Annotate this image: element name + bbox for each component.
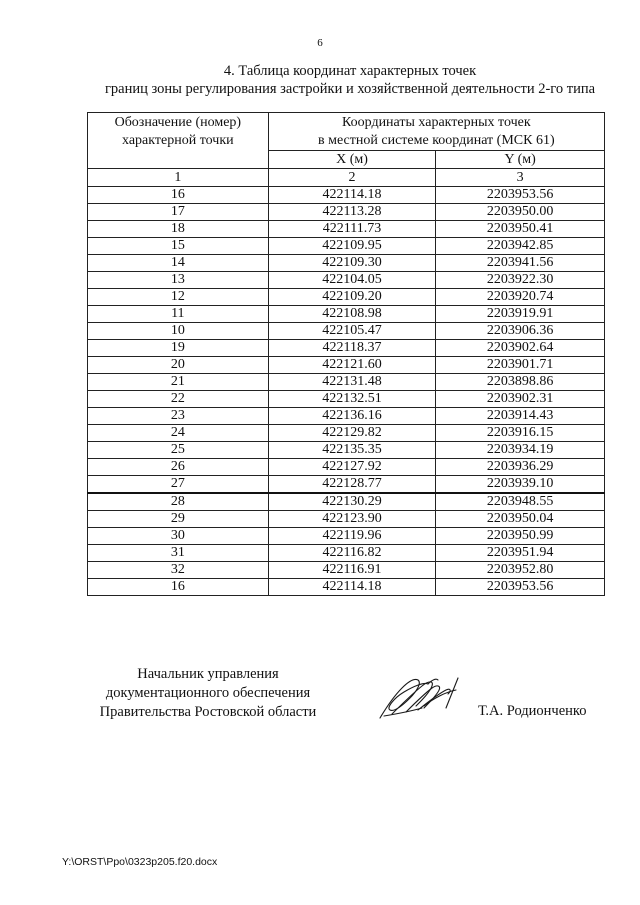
x-coordinate-cell: 422118.37 [268, 340, 436, 357]
point-number-cell: 19 [88, 340, 269, 357]
point-number-cell: 20 [88, 357, 269, 374]
x-coordinate-cell: 422136.16 [268, 408, 436, 425]
x-coordinate-cell: 422116.82 [268, 545, 436, 562]
point-number-cell: 25 [88, 442, 269, 459]
y-coordinate-cell: 2203939.10 [436, 476, 605, 494]
title-line-1: 4. Таблица координат характерных точек [223, 63, 477, 79]
x-coordinate-cell: 422119.96 [268, 528, 436, 545]
y-coordinate-cell: 2203936.29 [436, 459, 605, 476]
y-coordinate-cell: 2203952.80 [436, 562, 605, 579]
signatory-name: Т.А. Родионченко [478, 703, 587, 719]
y-coordinate-cell: 2203922.30 [436, 272, 605, 289]
x-coordinate-cell: 422111.73 [268, 221, 436, 238]
x-coordinate-cell: 422132.51 [268, 391, 436, 408]
point-number-cell: 32 [88, 562, 269, 579]
handwritten-signature [372, 668, 472, 730]
x-coordinate-cell: 422104.05 [268, 272, 436, 289]
x-coordinate-cell: 422113.28 [268, 204, 436, 221]
y-coordinate-cell: 2203914.43 [436, 408, 605, 425]
x-coordinate-cell: 422127.92 [268, 459, 436, 476]
table-row [88, 306, 605, 323]
y-coordinate-cell: 2203902.31 [436, 391, 605, 408]
table-row [88, 442, 605, 459]
table-row [88, 408, 605, 425]
column-number-row [88, 169, 605, 187]
table-row [88, 579, 605, 596]
table-row [88, 425, 605, 442]
y-coordinate-cell: 2203953.56 [436, 187, 605, 204]
y-coordinate-cell: 2203919.91 [436, 306, 605, 323]
point-number-cell: 10 [88, 323, 269, 340]
point-number-cell: 17 [88, 204, 269, 221]
document-title [60, 62, 640, 98]
y-coordinate-cell: 2203953.56 [436, 579, 605, 596]
point-number-cell: 23 [88, 408, 269, 425]
table-row [88, 528, 605, 545]
header-x: X (м) [268, 151, 436, 169]
x-coordinate-cell: 422108.98 [268, 306, 436, 323]
point-number-cell: 16 [88, 187, 269, 204]
table-header-row [88, 113, 605, 151]
point-number-cell: 22 [88, 391, 269, 408]
column-number-1: 1 [88, 169, 269, 187]
position-line-1: Начальник управления [137, 666, 279, 682]
y-coordinate-cell: 2203916.15 [436, 425, 605, 442]
table-row [88, 391, 605, 408]
header-coords-line-2: в местной системе координат (МСК 61) [318, 133, 555, 148]
y-coordinate-cell: 2203906.36 [436, 323, 605, 340]
point-number-cell: 29 [88, 511, 269, 528]
point-number-cell: 16 [88, 579, 269, 596]
point-number-cell: 26 [88, 459, 269, 476]
y-coordinate-cell: 2203902.64 [436, 340, 605, 357]
x-coordinate-cell: 422109.30 [268, 255, 436, 272]
header-point-line-2: характерной точки [122, 133, 234, 148]
y-coordinate-cell: 2203934.19 [436, 442, 605, 459]
y-coordinate-cell: 2203951.94 [436, 545, 605, 562]
x-coordinate-cell: 422114.18 [268, 187, 436, 204]
point-number-cell: 30 [88, 528, 269, 545]
point-number-cell: 27 [88, 476, 269, 494]
x-coordinate-cell: 422114.18 [268, 579, 436, 596]
table-row [88, 289, 605, 306]
table-row [88, 272, 605, 289]
point-number-cell: 13 [88, 272, 269, 289]
table-row [88, 323, 605, 340]
x-coordinate-cell: 422129.82 [268, 425, 436, 442]
table-row [88, 255, 605, 272]
x-coordinate-cell: 422123.90 [268, 511, 436, 528]
y-coordinate-cell: 2203920.74 [436, 289, 605, 306]
table-row [88, 374, 605, 391]
position-line-3: Правительства Ростовской области [99, 704, 317, 720]
x-coordinate-cell: 422131.48 [268, 374, 436, 391]
y-coordinate-cell: 2203941.56 [436, 255, 605, 272]
title-line-2: границ зоны регулирования застройки и хозяйственной деятельности 2-го типа [104, 81, 596, 97]
point-number-cell: 15 [88, 238, 269, 255]
x-coordinate-cell: 422128.77 [268, 476, 436, 494]
table-row [88, 459, 605, 476]
y-coordinate-cell: 2203950.00 [436, 204, 605, 221]
y-coordinate-cell: 2203950.41 [436, 221, 605, 238]
x-coordinate-cell: 422130.29 [268, 493, 436, 511]
table-row [88, 545, 605, 562]
table-row [88, 357, 605, 374]
header-point-line-1: Обозначение (номер) [114, 115, 242, 130]
point-number-cell: 24 [88, 425, 269, 442]
table-row [88, 221, 605, 238]
y-coordinate-cell: 2203948.55 [436, 493, 605, 511]
x-coordinate-cell: 422121.60 [268, 357, 436, 374]
x-coordinate-cell: 422135.35 [268, 442, 436, 459]
signatory-position [88, 665, 328, 722]
header-point-cell [88, 113, 269, 169]
table-row [88, 511, 605, 528]
x-coordinate-cell: 422109.95 [268, 238, 436, 255]
file-path: Y:\ORST\Ppo\0323p205.f20.docx [62, 856, 218, 868]
y-coordinate-cell: 2203898.86 [436, 374, 605, 391]
point-number-cell: 18 [88, 221, 269, 238]
point-number-cell: 28 [88, 493, 269, 511]
y-coordinate-cell: 2203950.04 [436, 511, 605, 528]
column-number-3: 3 [436, 169, 605, 187]
table-row [88, 340, 605, 357]
x-coordinate-cell: 422105.47 [268, 323, 436, 340]
point-number-cell: 31 [88, 545, 269, 562]
header-y: Y (м) [436, 151, 605, 169]
table-row [88, 238, 605, 255]
table-row [88, 204, 605, 221]
point-number-cell: 14 [88, 255, 269, 272]
table-row [88, 187, 605, 204]
page-number: 6 [317, 37, 323, 49]
header-coords-line-1: Координаты характерных точек [341, 115, 531, 130]
table-row [88, 562, 605, 579]
position-line-2: документационного обеспечения [105, 685, 311, 701]
y-coordinate-cell: 2203950.99 [436, 528, 605, 545]
x-coordinate-cell: 422116.91 [268, 562, 436, 579]
point-number-cell: 12 [88, 289, 269, 306]
point-number-cell: 11 [88, 306, 269, 323]
coordinates-table [87, 112, 605, 596]
y-coordinate-cell: 2203901.71 [436, 357, 605, 374]
point-number-cell: 21 [88, 374, 269, 391]
y-coordinate-cell: 2203942.85 [436, 238, 605, 255]
x-coordinate-cell: 422109.20 [268, 289, 436, 306]
table-row [88, 493, 605, 511]
column-number-2: 2 [268, 169, 436, 187]
header-coords-cell [268, 113, 604, 151]
table-row [88, 476, 605, 494]
